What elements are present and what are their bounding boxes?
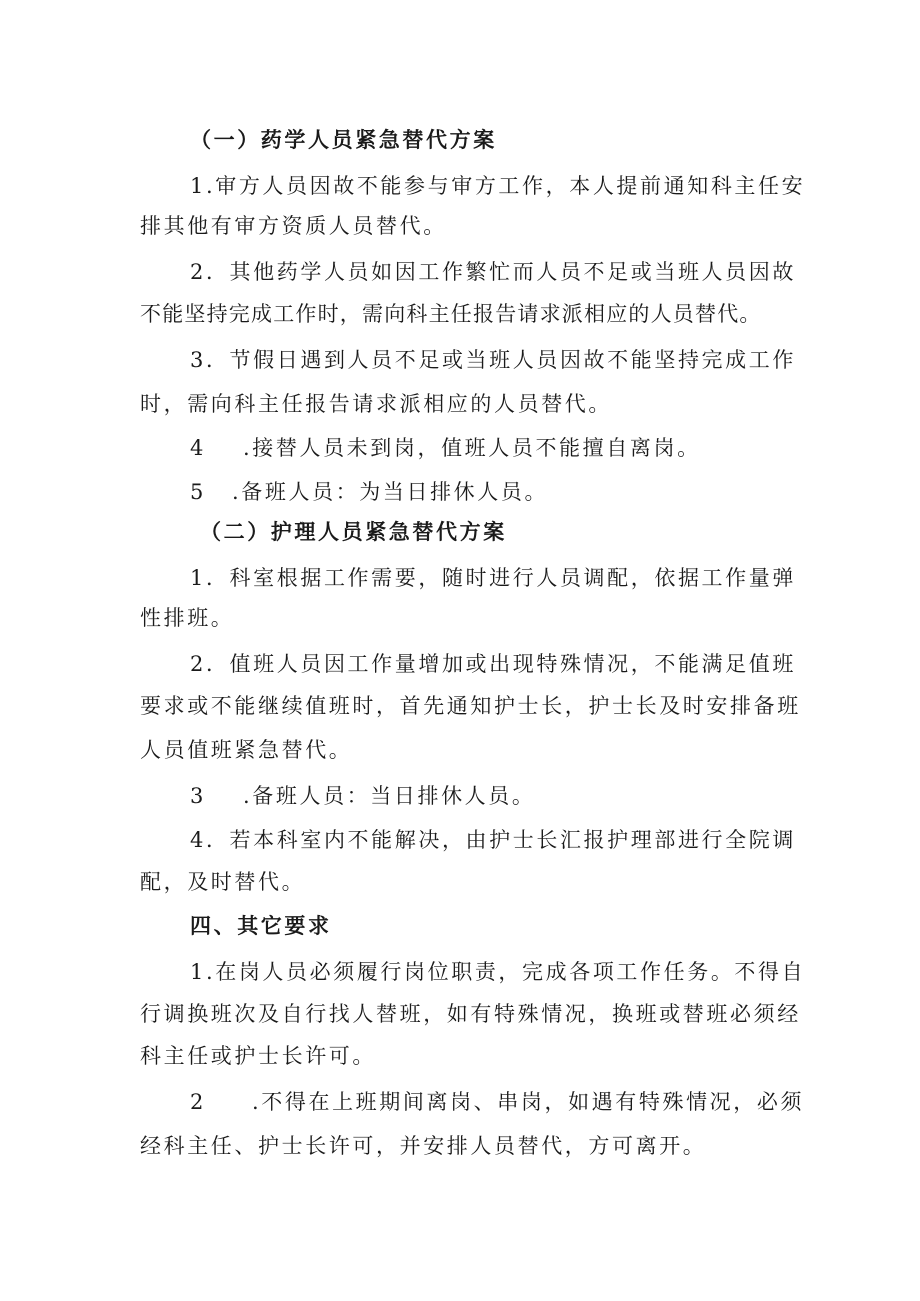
- paragraph-line: 科主任或护士长许可。: [140, 1044, 376, 1068]
- paragraph-line: 4．若本科室内不能解决，由护士长汇报护理部进行全院调: [190, 828, 796, 852]
- paragraph-line: .备班人员：当日排休人员。: [243, 784, 536, 808]
- paragraph-line: .备班人员：为当日排休人员。: [232, 480, 549, 504]
- paragraph-line: .接替人员未到岗，值班人员不能擅自离岗。: [243, 436, 701, 460]
- section-heading-nursing: （二）护理人员紧急替代方案: [200, 519, 507, 544]
- list-number: 4: [190, 436, 206, 460]
- list-number: 2: [190, 1090, 206, 1114]
- section-heading-other: 四、其它要求: [190, 913, 332, 938]
- paragraph-line: 3．节假日遇到人员不足或当班人员因故不能坚持完成工作: [190, 348, 796, 372]
- list-number: 3: [190, 784, 206, 808]
- paragraph-line: 经科主任、护士长许可，并安排人员替代，方可离开。: [140, 1134, 707, 1158]
- paragraph-line: 2．其他药学人员如因工作繁忙而人员不足或当班人员因故: [190, 260, 796, 284]
- paragraph-line: 时，需向科主任报告请求派相应的人员替代。: [140, 392, 612, 416]
- paragraph-line: 行调换班次及自行找人替班，如有特殊情况，换班或替班必须经: [140, 1002, 801, 1026]
- paragraph-line: 1．科室根据工作需要，随时进行人员调配，依据工作量弹: [190, 566, 796, 590]
- paragraph-line: 1.在岗人员必须履行岗位职责，完成各项工作任务。不得自: [190, 960, 806, 984]
- paragraph-line: 1.审方人员因故不能参与审方工作，本人提前通知科主任安: [190, 174, 806, 198]
- paragraph-line: .不得在上班期间离岗、串岗，如遇有特殊情况，必须: [252, 1090, 805, 1114]
- list-number: 5: [190, 480, 206, 504]
- paragraph-line: 人员值班紧急替代。: [140, 738, 353, 762]
- paragraph-line: 2．值班人员因工作量增加或出现特殊情况，不能满足值班: [190, 652, 796, 676]
- section-heading-pharmacy: （一）药学人员紧急替代方案: [190, 127, 497, 152]
- paragraph-line: 性排班。: [140, 606, 235, 630]
- paragraph-line: 配，及时替代。: [140, 870, 306, 894]
- paragraph-line: 不能坚持完成工作时，需向科主任报告请求派相应的人员替代。: [140, 302, 762, 326]
- paragraph-line: 排其他有审方资质人员替代。: [140, 214, 447, 238]
- paragraph-line: 要求或不能继续值班时，首先通知护士长，护士长及时安排备班: [140, 694, 801, 718]
